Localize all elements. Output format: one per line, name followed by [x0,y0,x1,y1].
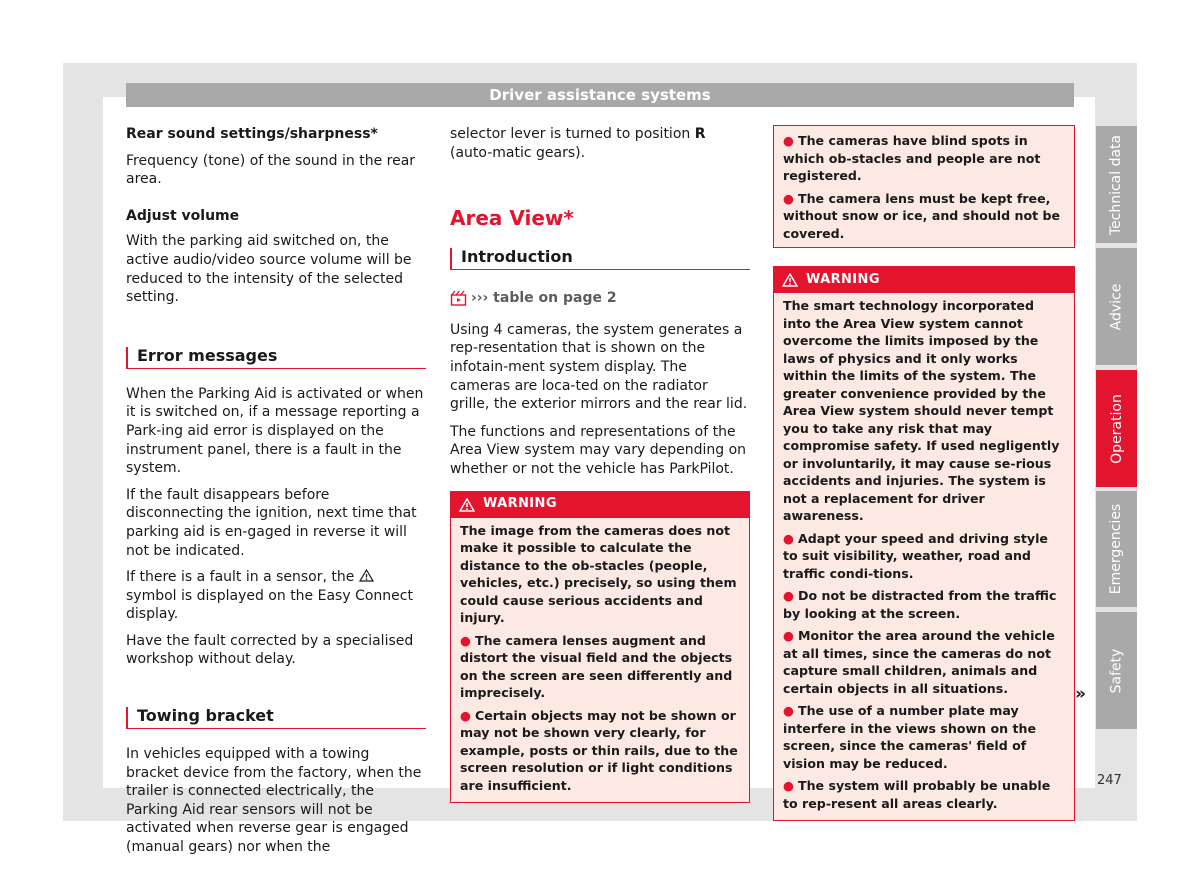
warning-bullet [783,190,1065,243]
tab-safety[interactable] [1096,612,1137,729]
tab-operation[interactable] [1096,370,1137,487]
continued-text [450,125,750,162]
error-paragraph-3 [126,568,426,624]
tab-label: Safety [1108,648,1125,693]
column-2 [450,125,750,803]
bullet-icon: ● [460,632,471,648]
warning-bullet [783,132,1065,185]
chapter-header: Driver assistance systems [126,83,1074,107]
continued-text-end: (auto-matic gears). [450,144,586,161]
warning-triangle-icon [359,569,374,582]
warning-body [451,518,749,803]
video-media-icon [450,290,467,307]
warning-box-continued [773,125,1075,248]
warning-bullet [783,587,1065,622]
bullet-icon: ● [783,703,794,718]
warning-label: WARNING [483,496,557,512]
warning-box-2 [773,266,1075,821]
error-paragraph-4: Have the fault corrected by a specialised workshop without delay. [126,632,414,668]
warning-bullet-text: The camera lenses augment and distort the visual field and the objects on the screen are seen differently and imprecisely. [460,632,733,701]
error-paragraph-1: When the Parking Aid is activated or when it is switched on, if a message reporting a Park-ing aid error is displayed on the instrument panel, there is a fault in the system. [126,385,424,477]
warning-bullet [783,777,1065,812]
bullet-icon: ● [460,707,471,723]
gear-position-r: R [694,126,706,142]
column-1 [126,125,426,857]
error-paragraph-2: If the fault disappears before disconnecting the ignition, next time that parking aid is en-gaged in reverse it will not be indicated. [126,486,417,559]
error-paragraph-3-start: If there is a fault in a sensor, the [126,569,355,586]
warning-paragraph: The image from the cameras does not make it possible to calculate the distance to the ob-stacles (people, vehicles, etc.) precisely, so using them could cause serious accidents and injury. [460,522,737,626]
cross-reference-link[interactable] [450,289,750,308]
continued-text-start: selector lever is turned to position [450,126,691,142]
column-3 [773,125,1075,821]
tab-emergencies[interactable] [1096,491,1137,607]
bullet-icon: ● [783,778,794,793]
warning-bullet-text: The cameras have blind spots in which ob-stacles and people are not registered. [783,133,1041,183]
warning-box-1 [450,491,750,804]
error-messages-heading: Error messages [126,347,426,369]
rear-sound-heading: Rear sound settings/sharpness* [126,126,378,142]
tab-label: Operation [1108,393,1125,464]
towing-bracket-text: In vehicles equipped with a towing bracket device from the factory, when the trailer is connected electrically, the Parking Aid rear sensors will not be activated when reverse gear is engaged (manual gears) nor when the [126,746,422,856]
warning-bullet-text: Adapt your speed and driving style to suit visibility, weather, road and traffic condi-tions. [783,530,1048,581]
warning-paragraph: The smart technology incorporated into the Area View system cannot overcome the limits imposed by the laws of physics and it only works within the limits of the system. The greater convenience provided by the Area View system should never tempt you to take any risk that may compromise safety. If used negligently or involuntarily, it may cause se-rious accidents and injuries. The system is not a replacement for driver awareness. [783,298,1060,523]
bullet-icon: ● [783,628,794,643]
tab-label: Emergencies [1108,503,1125,595]
continue-mark: » [1075,684,1086,704]
warning-body [774,293,1074,820]
warning-triangle-icon [782,273,798,287]
warning-header [451,492,749,518]
adjust-volume-heading: Adjust volume [126,207,240,224]
warning-bullet-text: Monitor the area around the vehicle at all times, since the cameras do not capture small children, animals and certain objects in all situations. [783,628,1055,696]
bullet-icon: ● [783,530,794,546]
warning-label: WARNING [806,271,880,287]
warning-body [774,126,1074,242]
warning-bullet-text: The system will probably be unable to rep-resent all areas clearly. [783,778,1051,811]
tab-label: Technical data [1108,134,1125,235]
introduction-heading: Introduction [450,248,750,270]
page-number: 247 [1097,773,1122,788]
cross-reference-text: ››› table on page 2 [471,290,617,307]
warning-header [774,267,1074,293]
warning-triangle-icon [459,498,475,512]
warning-bullet-text: Do not be distracted from the traffic by looking at the screen. [783,588,1057,621]
warning-bullet [460,632,740,702]
adjust-volume-text: With the parking aid switched on, the active audio/video source volume will be reduced to the intensity of the selected setting. [126,233,412,306]
warning-bullet [783,702,1065,772]
error-paragraph-3-end: symbol is displayed on the Easy Connect display. [126,587,413,623]
area-view-title: Area View* [450,206,574,231]
tab-label: Advice [1108,283,1125,330]
intro-paragraph-1: Using 4 cameras, the system generates a rep-resentation that is shown on the infotain-ment system display. The cameras are loca-ted on the radiator grille, the exterior mirrors and the rear lid. [450,321,748,413]
intro-paragraph-2: The functions and representations of the Area View system may vary depending on whether or not the vehicle has ParkPilot. [450,423,747,477]
tab-technical-data[interactable] [1096,126,1137,243]
rear-sound-text: Frequency (tone) of the sound in the rear area. [126,152,416,188]
warning-bullet-text: Certain objects may not be shown or may not be shown very clearly, for example, posts or thin rails, due to the screen resolution or if light conditions are insufficient. [460,707,738,793]
warning-bullet-text: The use of a number plate may interfere in the views shown on the screen, since the cameras' field of vision may be reduced. [783,703,1037,771]
bullet-icon: ● [783,588,794,603]
warning-bullet [783,530,1065,583]
towing-bracket-heading: Towing bracket [126,707,426,729]
warning-bullet [460,707,740,795]
warning-bullet-text: The camera lens must be kept free, without snow or ice, and should not be covered. [783,190,1061,241]
bullet-icon: ● [783,190,794,206]
tab-advice[interactable] [1096,248,1137,365]
bullet-icon: ● [783,133,794,148]
warning-bullet [783,627,1065,697]
